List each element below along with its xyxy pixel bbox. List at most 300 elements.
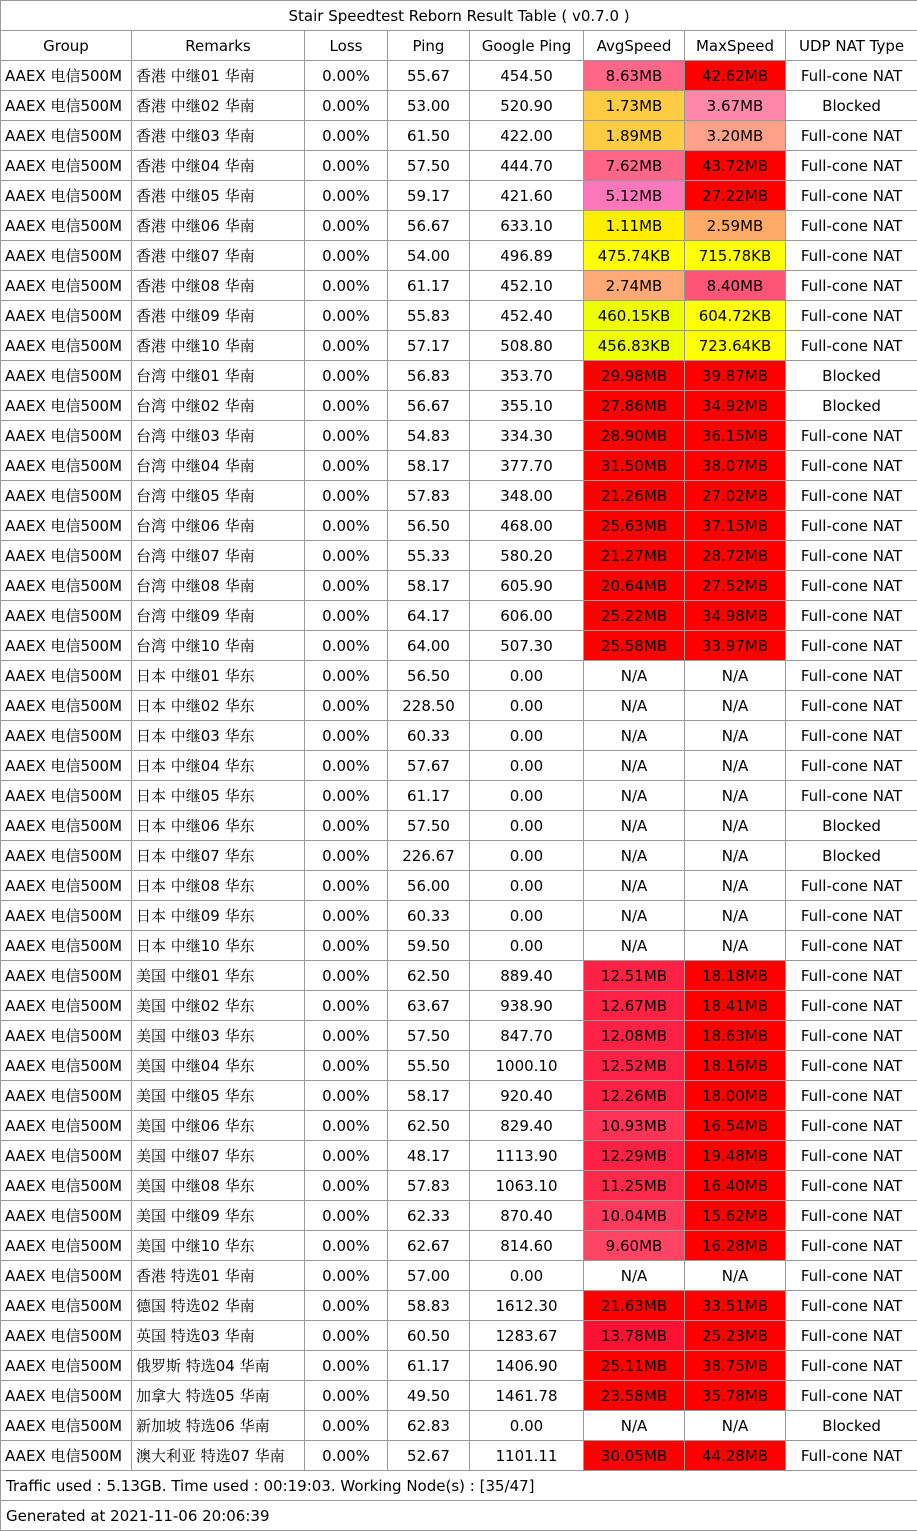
table-row (1, 571, 917, 601)
footer-traffic-row (1, 1471, 917, 1501)
cell-udp-nat-type: Full-cone NAT (786, 181, 917, 211)
table-row (1, 1291, 917, 1321)
cell-remarks: 日本 中继03 华东 (132, 721, 305, 751)
table-row (1, 1021, 917, 1051)
cell-loss: 0.00% (305, 1171, 388, 1201)
cell-ping: 61.17 (388, 781, 470, 811)
cell-ping: 59.50 (388, 931, 470, 961)
cell-google-ping: 829.40 (470, 1111, 584, 1141)
cell-group: AAEX 电信500M (1, 61, 132, 91)
cell-google-ping: 0.00 (470, 811, 584, 841)
cell-google-ping: 377.70 (470, 451, 584, 481)
cell-max-speed: 33.51MB (685, 1291, 786, 1321)
table-row (1, 811, 917, 841)
cell-max-speed: 18.16MB (685, 1051, 786, 1081)
cell-ping: 62.50 (388, 961, 470, 991)
cell-group: AAEX 电信500M (1, 811, 132, 841)
cell-google-ping: 1101.11 (470, 1441, 584, 1471)
cell-loss: 0.00% (305, 1441, 388, 1471)
cell-max-speed: N/A (685, 811, 786, 841)
cell-udp-nat-type: Full-cone NAT (786, 571, 917, 601)
table-row (1, 361, 917, 391)
cell-remarks: 台湾 中继01 华南 (132, 361, 305, 391)
cell-group: AAEX 电信500M (1, 541, 132, 571)
cell-remarks: 美国 中继03 华东 (132, 1021, 305, 1051)
cell-google-ping: 0.00 (470, 1261, 584, 1291)
cell-loss: 0.00% (305, 841, 388, 871)
cell-google-ping: 0.00 (470, 751, 584, 781)
cell-ping: 53.00 (388, 91, 470, 121)
cell-avg-speed: N/A (584, 1261, 685, 1291)
cell-max-speed: 715.78KB (685, 241, 786, 271)
cell-group: AAEX 电信500M (1, 301, 132, 331)
cell-udp-nat-type: Full-cone NAT (786, 691, 917, 721)
cell-google-ping: 454.50 (470, 61, 584, 91)
cell-udp-nat-type: Full-cone NAT (786, 1441, 917, 1471)
cell-group: AAEX 电信500M (1, 691, 132, 721)
cell-google-ping: 1612.30 (470, 1291, 584, 1321)
cell-max-speed: N/A (685, 661, 786, 691)
cell-google-ping: 605.90 (470, 571, 584, 601)
cell-max-speed: 25.23MB (685, 1321, 786, 1351)
cell-google-ping: 0.00 (470, 931, 584, 961)
cell-remarks: 澳大利亚 特选07 华南 (132, 1441, 305, 1471)
cell-remarks: 日本 中继05 华东 (132, 781, 305, 811)
cell-udp-nat-type: Full-cone NAT (786, 871, 917, 901)
cell-remarks: 美国 中继10 华东 (132, 1231, 305, 1261)
cell-group: AAEX 电信500M (1, 391, 132, 421)
cell-ping: 56.83 (388, 361, 470, 391)
cell-remarks: 台湾 中继02 华南 (132, 391, 305, 421)
cell-max-speed: 16.40MB (685, 1171, 786, 1201)
cell-loss: 0.00% (305, 571, 388, 601)
cell-group: AAEX 电信500M (1, 421, 132, 451)
cell-udp-nat-type: Full-cone NAT (786, 631, 917, 661)
cell-udp-nat-type: Full-cone NAT (786, 1381, 917, 1411)
cell-avg-speed: 7.62MB (584, 151, 685, 181)
cell-avg-speed: N/A (584, 781, 685, 811)
cell-google-ping: 1113.90 (470, 1141, 584, 1171)
cell-loss: 0.00% (305, 151, 388, 181)
cell-avg-speed: N/A (584, 811, 685, 841)
cell-group: AAEX 电信500M (1, 571, 132, 601)
cell-google-ping: 0.00 (470, 691, 584, 721)
cell-loss: 0.00% (305, 1141, 388, 1171)
cell-group: AAEX 电信500M (1, 211, 132, 241)
cell-udp-nat-type: Full-cone NAT (786, 991, 917, 1021)
cell-udp-nat-type: Full-cone NAT (786, 151, 917, 181)
table-row (1, 1261, 917, 1291)
cell-google-ping: 355.10 (470, 391, 584, 421)
table-row (1, 211, 917, 241)
cell-loss: 0.00% (305, 1381, 388, 1411)
cell-avg-speed: 1.73MB (584, 91, 685, 121)
cell-udp-nat-type: Blocked (786, 391, 917, 421)
table-row (1, 151, 917, 181)
table-row (1, 901, 917, 931)
table-row (1, 1051, 917, 1081)
cell-avg-speed: 2.74MB (584, 271, 685, 301)
cell-google-ping: 889.40 (470, 961, 584, 991)
cell-ping: 57.17 (388, 331, 470, 361)
cell-loss: 0.00% (305, 1351, 388, 1381)
cell-remarks: 美国 中继01 华东 (132, 961, 305, 991)
table-row (1, 391, 917, 421)
footer-generated-row (1, 1501, 917, 1531)
cell-loss: 0.00% (305, 1021, 388, 1051)
cell-loss: 0.00% (305, 991, 388, 1021)
table-row (1, 991, 917, 1021)
cell-remarks: 台湾 中继04 华南 (132, 451, 305, 481)
cell-google-ping: 1283.67 (470, 1321, 584, 1351)
cell-loss: 0.00% (305, 361, 388, 391)
cell-max-speed: 604.72KB (685, 301, 786, 331)
cell-ping: 56.00 (388, 871, 470, 901)
cell-ping: 55.33 (388, 541, 470, 571)
cell-remarks: 日本 中继09 华东 (132, 901, 305, 931)
table-row (1, 271, 917, 301)
cell-max-speed: 37.15MB (685, 511, 786, 541)
cell-remarks: 美国 中继07 华东 (132, 1141, 305, 1171)
header-avg-speed: AvgSpeed (584, 31, 685, 61)
cell-group: AAEX 电信500M (1, 961, 132, 991)
cell-avg-speed: 31.50MB (584, 451, 685, 481)
cell-udp-nat-type: Blocked (786, 361, 917, 391)
cell-remarks: 美国 中继05 华东 (132, 1081, 305, 1111)
cell-ping: 57.50 (388, 151, 470, 181)
cell-max-speed: 8.40MB (685, 271, 786, 301)
header-remarks: Remarks (132, 31, 305, 61)
cell-remarks: 日本 中继06 华东 (132, 811, 305, 841)
cell-google-ping: 580.20 (470, 541, 584, 571)
cell-ping: 60.33 (388, 901, 470, 931)
header-udp-nat-type: UDP NAT Type (786, 31, 917, 61)
cell-google-ping: 421.60 (470, 181, 584, 211)
cell-udp-nat-type: Full-cone NAT (786, 781, 917, 811)
cell-remarks: 香港 中继02 华南 (132, 91, 305, 121)
cell-udp-nat-type: Full-cone NAT (786, 721, 917, 751)
cell-ping: 58.17 (388, 1081, 470, 1111)
cell-google-ping: 1461.78 (470, 1381, 584, 1411)
cell-group: AAEX 电信500M (1, 1261, 132, 1291)
cell-max-speed: 18.00MB (685, 1081, 786, 1111)
cell-remarks: 新加坡 特选06 华南 (132, 1411, 305, 1441)
cell-loss: 0.00% (305, 121, 388, 151)
cell-remarks: 香港 中继04 华南 (132, 151, 305, 181)
cell-ping: 61.50 (388, 121, 470, 151)
cell-group: AAEX 电信500M (1, 1351, 132, 1381)
cell-group: AAEX 电信500M (1, 751, 132, 781)
cell-avg-speed: 5.12MB (584, 181, 685, 211)
cell-google-ping: 353.70 (470, 361, 584, 391)
cell-avg-speed: 1.11MB (584, 211, 685, 241)
table-row (1, 931, 917, 961)
cell-ping: 57.83 (388, 1171, 470, 1201)
cell-loss: 0.00% (305, 1411, 388, 1441)
table-row (1, 1321, 917, 1351)
cell-google-ping: 520.90 (470, 91, 584, 121)
cell-remarks: 美国 中继09 华东 (132, 1201, 305, 1231)
cell-ping: 48.17 (388, 1141, 470, 1171)
cell-group: AAEX 电信500M (1, 1171, 132, 1201)
cell-group: AAEX 电信500M (1, 991, 132, 1021)
cell-ping: 64.00 (388, 631, 470, 661)
cell-avg-speed: 28.90MB (584, 421, 685, 451)
cell-max-speed: 3.20MB (685, 121, 786, 151)
table-row (1, 1231, 917, 1261)
table-row (1, 1081, 917, 1111)
cell-group: AAEX 电信500M (1, 1411, 132, 1441)
cell-remarks: 台湾 中继07 华南 (132, 541, 305, 571)
cell-google-ping: 0.00 (470, 841, 584, 871)
table-row (1, 601, 917, 631)
cell-avg-speed: 25.22MB (584, 601, 685, 631)
cell-avg-speed: 12.52MB (584, 1051, 685, 1081)
cell-udp-nat-type: Full-cone NAT (786, 421, 917, 451)
cell-udp-nat-type: Full-cone NAT (786, 1261, 917, 1291)
cell-remarks: 日本 中继10 华东 (132, 931, 305, 961)
cell-avg-speed: 20.64MB (584, 571, 685, 601)
cell-remarks: 香港 中继06 华南 (132, 211, 305, 241)
cell-loss: 0.00% (305, 481, 388, 511)
cell-group: AAEX 电信500M (1, 511, 132, 541)
cell-remarks: 日本 中继04 华东 (132, 751, 305, 781)
table-row (1, 871, 917, 901)
table-row (1, 961, 917, 991)
cell-remarks: 香港 中继08 华南 (132, 271, 305, 301)
cell-udp-nat-type: Full-cone NAT (786, 601, 917, 631)
cell-max-speed: 44.28MB (685, 1441, 786, 1471)
cell-udp-nat-type: Full-cone NAT (786, 1141, 917, 1171)
cell-google-ping: 348.00 (470, 481, 584, 511)
traffic-summary: Traffic used : 5.13GB. Time used : 00:19:03. Working Node(s) : [35/47] (1, 1471, 917, 1501)
cell-google-ping: 1063.10 (470, 1171, 584, 1201)
cell-remarks: 台湾 中继10 华南 (132, 631, 305, 661)
cell-max-speed: N/A (685, 901, 786, 931)
cell-loss: 0.00% (305, 271, 388, 301)
cell-remarks: 加拿大 特选05 华南 (132, 1381, 305, 1411)
cell-loss: 0.00% (305, 1261, 388, 1291)
table-row (1, 781, 917, 811)
cell-loss: 0.00% (305, 721, 388, 751)
table-row (1, 481, 917, 511)
cell-udp-nat-type: Full-cone NAT (786, 1021, 917, 1051)
cell-avg-speed: 25.11MB (584, 1351, 685, 1381)
cell-remarks: 香港 中继09 华南 (132, 301, 305, 331)
table-row (1, 61, 917, 91)
cell-remarks: 台湾 中继06 华南 (132, 511, 305, 541)
cell-udp-nat-type: Full-cone NAT (786, 451, 917, 481)
cell-loss: 0.00% (305, 391, 388, 421)
header-google-ping: Google Ping (470, 31, 584, 61)
cell-group: AAEX 电信500M (1, 1441, 132, 1471)
cell-avg-speed: N/A (584, 661, 685, 691)
cell-ping: 62.83 (388, 1411, 470, 1441)
cell-ping: 54.83 (388, 421, 470, 451)
cell-udp-nat-type: Blocked (786, 1411, 917, 1441)
cell-avg-speed: N/A (584, 751, 685, 781)
cell-google-ping: 606.00 (470, 601, 584, 631)
cell-group: AAEX 电信500M (1, 901, 132, 931)
cell-remarks: 德国 特选02 华南 (132, 1291, 305, 1321)
cell-ping: 55.67 (388, 61, 470, 91)
cell-udp-nat-type: Full-cone NAT (786, 271, 917, 301)
cell-google-ping: 938.90 (470, 991, 584, 1021)
table-row (1, 1141, 917, 1171)
cell-ping: 57.50 (388, 1021, 470, 1051)
cell-remarks: 美国 中继06 华东 (132, 1111, 305, 1141)
cell-ping: 57.50 (388, 811, 470, 841)
cell-avg-speed: 27.86MB (584, 391, 685, 421)
cell-google-ping: 0.00 (470, 871, 584, 901)
cell-loss: 0.00% (305, 661, 388, 691)
table-row (1, 181, 917, 211)
cell-max-speed: 38.07MB (685, 451, 786, 481)
cell-avg-speed: 21.63MB (584, 1291, 685, 1321)
cell-udp-nat-type: Full-cone NAT (786, 1051, 917, 1081)
cell-max-speed: 38.75MB (685, 1351, 786, 1381)
cell-loss: 0.00% (305, 91, 388, 121)
cell-loss: 0.00% (305, 751, 388, 781)
cell-udp-nat-type: Blocked (786, 811, 917, 841)
cell-google-ping: 920.40 (470, 1081, 584, 1111)
cell-udp-nat-type: Full-cone NAT (786, 1171, 917, 1201)
cell-google-ping: 508.80 (470, 331, 584, 361)
cell-avg-speed: 9.60MB (584, 1231, 685, 1261)
cell-avg-speed: 12.29MB (584, 1141, 685, 1171)
cell-ping: 55.50 (388, 1051, 470, 1081)
cell-loss: 0.00% (305, 1111, 388, 1141)
cell-avg-speed: N/A (584, 931, 685, 961)
cell-remarks: 日本 中继02 华东 (132, 691, 305, 721)
cell-avg-speed: 12.26MB (584, 1081, 685, 1111)
cell-udp-nat-type: Full-cone NAT (786, 211, 917, 241)
table-title: Stair Speedtest Reborn Result Table ( v0.7.0 ) (1, 1, 917, 31)
cell-avg-speed: 30.05MB (584, 1441, 685, 1471)
cell-remarks: 美国 中继04 华东 (132, 1051, 305, 1081)
cell-udp-nat-type: Full-cone NAT (786, 1081, 917, 1111)
cell-group: AAEX 电信500M (1, 271, 132, 301)
cell-loss: 0.00% (305, 811, 388, 841)
cell-ping: 226.67 (388, 841, 470, 871)
cell-max-speed: 18.18MB (685, 961, 786, 991)
cell-loss: 0.00% (305, 601, 388, 631)
cell-remarks: 台湾 中继08 华南 (132, 571, 305, 601)
cell-google-ping: 507.30 (470, 631, 584, 661)
cell-avg-speed: 21.26MB (584, 481, 685, 511)
cell-loss: 0.00% (305, 421, 388, 451)
cell-loss: 0.00% (305, 61, 388, 91)
cell-avg-speed: N/A (584, 1411, 685, 1441)
cell-loss: 0.00% (305, 541, 388, 571)
cell-avg-speed: 12.67MB (584, 991, 685, 1021)
cell-ping: 59.17 (388, 181, 470, 211)
table-row (1, 91, 917, 121)
cell-group: AAEX 电信500M (1, 181, 132, 211)
cell-avg-speed: N/A (584, 841, 685, 871)
cell-group: AAEX 电信500M (1, 1141, 132, 1171)
cell-udp-nat-type: Full-cone NAT (786, 331, 917, 361)
cell-google-ping: 444.70 (470, 151, 584, 181)
cell-udp-nat-type: Full-cone NAT (786, 1201, 917, 1231)
cell-google-ping: 334.30 (470, 421, 584, 451)
cell-max-speed: 36.15MB (685, 421, 786, 451)
cell-udp-nat-type: Full-cone NAT (786, 541, 917, 571)
cell-avg-speed: 8.63MB (584, 61, 685, 91)
cell-loss: 0.00% (305, 1231, 388, 1261)
cell-group: AAEX 电信500M (1, 1231, 132, 1261)
cell-remarks: 英国 特选03 华南 (132, 1321, 305, 1351)
cell-avg-speed: 1.89MB (584, 121, 685, 151)
cell-group: AAEX 电信500M (1, 1291, 132, 1321)
cell-udp-nat-type: Full-cone NAT (786, 1111, 917, 1141)
cell-remarks: 台湾 中继09 华南 (132, 601, 305, 631)
cell-udp-nat-type: Full-cone NAT (786, 241, 917, 271)
cell-max-speed: 18.63MB (685, 1021, 786, 1051)
cell-google-ping: 870.40 (470, 1201, 584, 1231)
table-row (1, 1381, 917, 1411)
table-row (1, 421, 917, 451)
cell-loss: 0.00% (305, 1321, 388, 1351)
cell-group: AAEX 电信500M (1, 871, 132, 901)
header-ping: Ping (388, 31, 470, 61)
table-row (1, 331, 917, 361)
cell-ping: 64.17 (388, 601, 470, 631)
cell-max-speed: 39.87MB (685, 361, 786, 391)
cell-max-speed: N/A (685, 721, 786, 751)
cell-ping: 58.17 (388, 451, 470, 481)
cell-remarks: 台湾 中继03 华南 (132, 421, 305, 451)
cell-google-ping: 633.10 (470, 211, 584, 241)
cell-avg-speed: N/A (584, 871, 685, 901)
cell-ping: 60.50 (388, 1321, 470, 1351)
cell-avg-speed: 12.08MB (584, 1021, 685, 1051)
cell-max-speed: 35.78MB (685, 1381, 786, 1411)
cell-udp-nat-type: Full-cone NAT (786, 961, 917, 991)
cell-google-ping: 422.00 (470, 121, 584, 151)
cell-group: AAEX 电信500M (1, 661, 132, 691)
cell-google-ping: 0.00 (470, 661, 584, 691)
cell-google-ping: 847.70 (470, 1021, 584, 1051)
cell-group: AAEX 电信500M (1, 1021, 132, 1051)
cell-remarks: 香港 中继03 华南 (132, 121, 305, 151)
cell-avg-speed: 10.93MB (584, 1111, 685, 1141)
cell-google-ping: 452.40 (470, 301, 584, 331)
cell-loss: 0.00% (305, 451, 388, 481)
cell-avg-speed: 475.74KB (584, 241, 685, 271)
cell-remarks: 日本 中继08 华东 (132, 871, 305, 901)
cell-loss: 0.00% (305, 631, 388, 661)
cell-max-speed: N/A (685, 781, 786, 811)
cell-group: AAEX 电信500M (1, 781, 132, 811)
header-group: Group (1, 31, 132, 61)
cell-loss: 0.00% (305, 871, 388, 901)
cell-max-speed: 2.59MB (685, 211, 786, 241)
table-row (1, 1411, 917, 1441)
cell-group: AAEX 电信500M (1, 601, 132, 631)
cell-remarks: 日本 中继01 华东 (132, 661, 305, 691)
table-row (1, 1171, 917, 1201)
header-row (1, 31, 917, 61)
cell-ping: 56.50 (388, 511, 470, 541)
title-row (1, 1, 917, 31)
cell-loss: 0.00% (305, 331, 388, 361)
cell-max-speed: N/A (685, 751, 786, 781)
cell-udp-nat-type: Full-cone NAT (786, 1351, 917, 1381)
cell-max-speed: 723.64KB (685, 331, 786, 361)
cell-remarks: 台湾 中继05 华南 (132, 481, 305, 511)
cell-ping: 62.67 (388, 1231, 470, 1261)
